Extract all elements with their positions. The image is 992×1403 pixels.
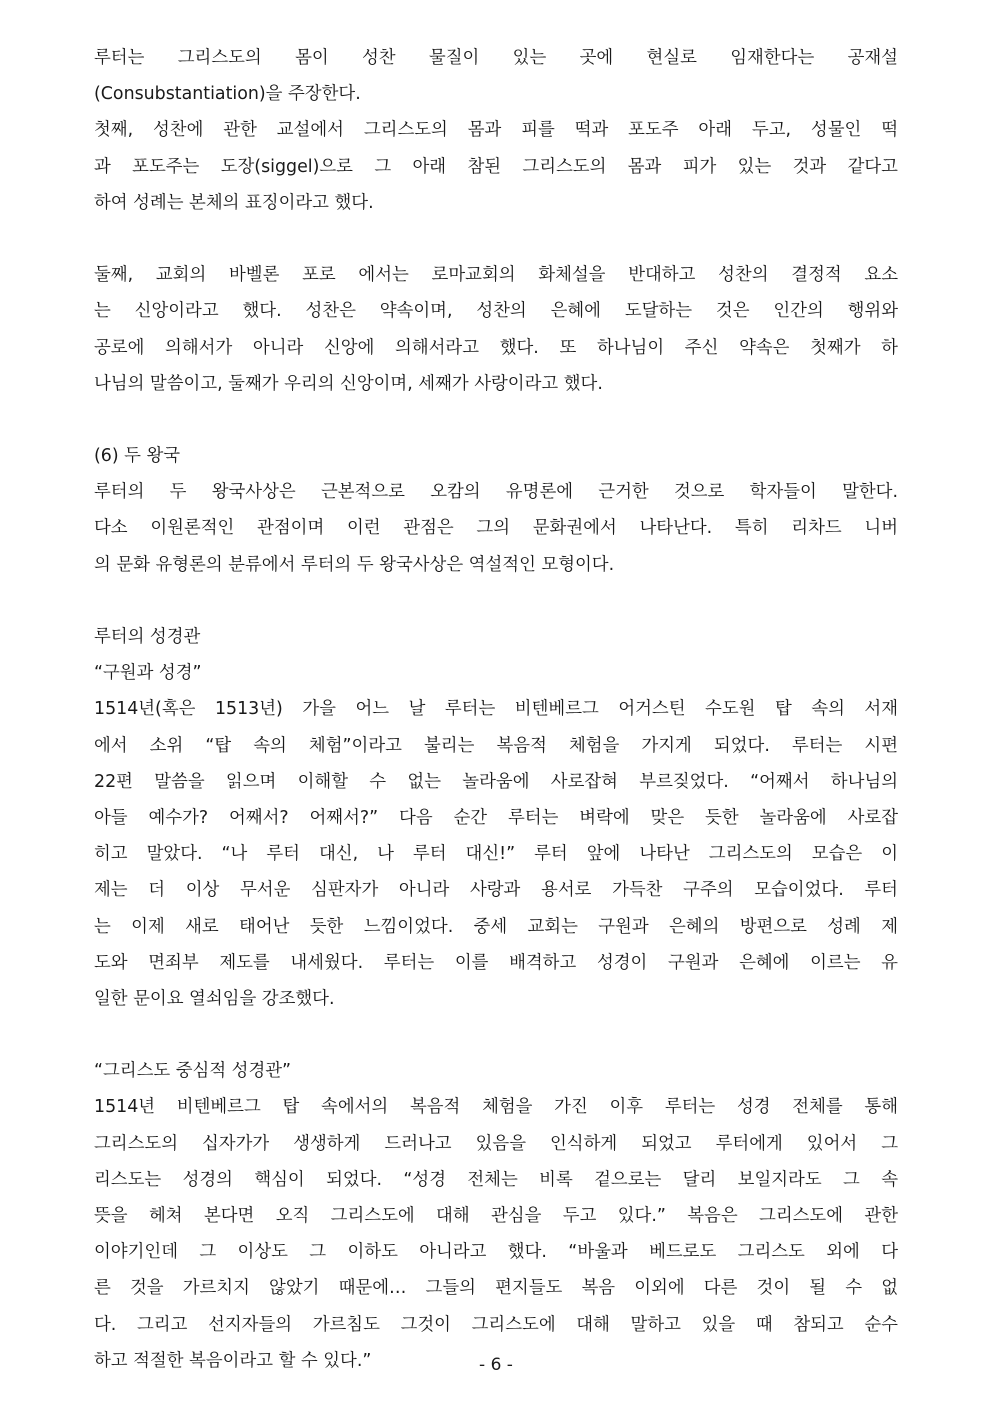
- text-line: 1514년 비텐베르그 탑 속에서의 복음적 체험을 가진 이후 루터는 성경 전체를 통해: [94, 1097, 898, 1118]
- text-line: 둘째, 교회의 바벨론 포로 에서는 로마교회의 화체설을 반대하고 성찬의 결정적 요소: [94, 265, 898, 286]
- text-line: 하여 성례는 본체의 표징이라고 했다.: [94, 192, 374, 213]
- blank-line: [94, 402, 898, 438]
- text-line: 일한 문이요 열쇠임을 강조했다.: [94, 988, 335, 1009]
- section-heading: 루터의 성경관: [94, 627, 201, 647]
- text-line: 하고 적절한 복음이라고 할 수 있다.”: [94, 1350, 372, 1371]
- text-line: 리스도는 성경의 핵심이 되었다. “성경 전체는 비록 겉으로는 달리 보일지라도 그 속: [94, 1169, 898, 1190]
- text-line: 1514년(혹은 1513년) 가을 어느 날 루터는 비텐베르그 어거스틴 수도원 탑 속의 서재: [94, 699, 898, 720]
- paragraph-second: [94, 257, 898, 402]
- section-two-kingdoms: [94, 438, 898, 583]
- text-line: 른 것을 가르치지 않았기 때문에… 그들의 편지들도 복음 이외에 다른 것이 될 수 없: [94, 1278, 898, 1299]
- text-line: 히고 말았다. “나 루터 대신, 나 루터 대신!” 루터 앞에 나타난 그리스도의 모습은 이: [94, 844, 898, 865]
- section-subheading: “구원과 성경”: [94, 663, 202, 684]
- text-line: (Consubstantiation)을 주장한다.: [94, 84, 361, 105]
- blank-line: [94, 1017, 898, 1053]
- page-number: - 6 -: [479, 1355, 513, 1375]
- text-line: 22편 말씀을 읽으며 이해할 수 없는 놀라움에 사로잡혀 부르짖었다. “어째서 하나님의: [94, 771, 898, 792]
- text-line: 이야기인데 그 이상도 그 이하도 아니라고 했다. “바울과 베드로도 그리스도 외에 다: [94, 1242, 898, 1263]
- text-line: 는 신앙이라고 했다. 성찬은 약속이며, 성찬의 은혜에 도달하는 것은 인간의 행위와: [94, 301, 898, 322]
- blank-line: [94, 221, 898, 257]
- text-line: 공로에 의해서가 아니라 신앙에 의해서라고 했다. 또 하나님이 주신 약속은 첫째가 하: [94, 337, 898, 358]
- text-line: 나님의 말씀이고, 둘째가 우리의 신앙이며, 세째가 사랑이라고 했다.: [94, 373, 603, 394]
- text-line: 그리스도의 십자가가 생생하게 드러나고 있음을 인식하게 되었고 루터에게 있어서 그: [94, 1133, 898, 1154]
- section-heading: “그리스도 중심적 성경관”: [94, 1061, 292, 1082]
- text-line: 의 문화 유형론의 분류에서 루터의 두 왕국사상은 역설적인 모형이다.: [94, 554, 615, 575]
- blank-line: [94, 583, 898, 619]
- text-line: 루터는 그리스도의 몸이 성찬 물질이 있는 곳에 현실로 임재한다는 공재설: [94, 48, 898, 68]
- text-line: 제는 더 이상 무서운 심판자가 아니라 사랑과 용서로 가득찬 구주의 모습이었다. 루터: [94, 880, 898, 901]
- text-line: 는 이제 새로 태어난 듯한 느낌이었다. 중세 교회는 구원과 은혜의 방편으로 성례 제: [94, 916, 898, 937]
- section-heading: (6) 두 왕국: [94, 446, 181, 467]
- text-line: 루터의 두 왕국사상은 근본적으로 오캄의 유명론에 근거한 것으로 학자들이 말한다.: [94, 482, 898, 503]
- text-line: 과 포도주는 도장(siggel)으로 그 아래 참된 그리스도의 몸과 피가 있는 것과 같다고: [94, 156, 898, 177]
- section-christ-centered: [94, 1053, 898, 1379]
- paragraph-first: [94, 112, 898, 221]
- paragraph-consubstantiation: [94, 40, 898, 112]
- text-line: 뜻을 헤쳐 본다면 오직 그리스도에 대해 관심을 두고 있다.” 복음은 그리스도에 관한: [94, 1206, 898, 1226]
- section-luther-scripture: [94, 619, 898, 1017]
- text-line: 다. 그리고 선지자들의 가르침도 그것이 그리스도에 대해 말하고 있을 때 참되고 순수: [94, 1314, 898, 1335]
- page-body: [94, 40, 898, 1379]
- text-line: 다소 이원론적인 관점이며 이런 관점은 그의 문화권에서 나타난다. 특히 리차드 니버: [94, 518, 898, 539]
- text-line: 첫째, 성찬에 관한 교설에서 그리스도의 몸과 피를 떡과 포도주 아래 두고, 성물인 떡: [94, 120, 898, 141]
- text-line: 에서 소위 “탑 속의 체험”이라고 불리는 복음적 체험을 가지게 되었다. 루터는 시편: [94, 735, 898, 756]
- text-line: 도와 면죄부 제도를 내세웠다. 루터는 이를 배격하고 성경이 구원과 은혜에 이르는 유: [94, 952, 898, 973]
- text-line: 아들 예수가? 어째서? 어째서?” 다음 순간 루터는 벼락에 맞은 듯한 놀라움에 사로잡: [94, 807, 898, 828]
